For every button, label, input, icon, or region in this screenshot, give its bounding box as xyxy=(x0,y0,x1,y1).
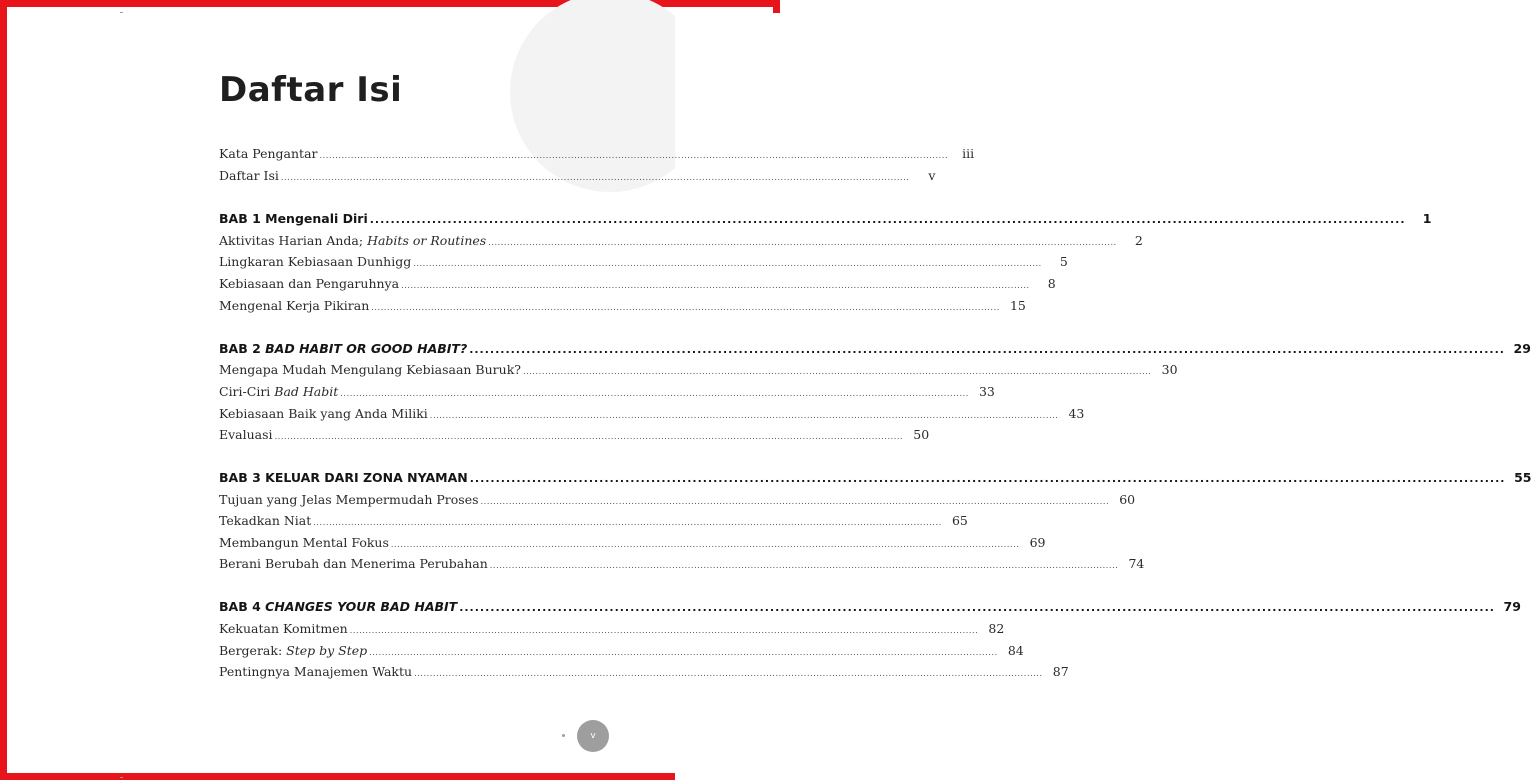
toc-entry-title xyxy=(219,298,369,313)
dot-leader: ........................................................................................................................................................................................................ xyxy=(469,472,1506,485)
toc-title-part: BAB 4 xyxy=(219,599,266,614)
toc-page-number: 5 xyxy=(1059,254,1068,269)
toc-title-part: BAB 2 xyxy=(219,341,266,356)
toc-title-part: Kebiasaan Baik yang Anda Miliki xyxy=(219,406,428,421)
dot-leader: ........................................................................................................................................................................................................ xyxy=(480,497,1110,506)
toc-title-part: BAB 3 KELUAR DARI ZONA NYAMAN xyxy=(219,470,468,485)
toc-row[interactable] xyxy=(219,384,995,406)
toc-entry-title xyxy=(219,406,428,421)
toc-title-part: Pentingnya Manajemen Waktu xyxy=(219,664,413,679)
dot-leader: ........................................................................................................................................................................................................ xyxy=(280,173,910,182)
dot-leader: ........................................................................................................................................................................................................ xyxy=(340,389,969,398)
toc-row[interactable] xyxy=(219,427,930,449)
toc-title-part: Lingkaran Kebiasaan Dunhigg xyxy=(219,254,412,269)
page-number-badge: v xyxy=(577,720,609,752)
toc-chapter-row[interactable] xyxy=(219,599,1521,621)
toc-row[interactable] xyxy=(219,168,936,190)
toc-chapter-row[interactable] xyxy=(219,470,1531,492)
toc-row[interactable] xyxy=(219,643,1024,665)
toc-page-number: 60 xyxy=(1119,492,1136,507)
page-marker-dot xyxy=(562,734,565,737)
toc-title-part: Evaluasi xyxy=(219,427,273,442)
toc-title-italic-part: BAD HABIT OR GOOD HABIT? xyxy=(265,341,468,356)
dot-leader: ........................................................................................................................................................................................................ xyxy=(369,213,1406,226)
toc-page-number: 15 xyxy=(1009,298,1026,313)
toc-title-part: Mengapa Mudah Mengulang Kebiasaan Buruk? xyxy=(219,362,521,377)
page-title: Daftar Isi xyxy=(219,70,403,110)
dot-leader: ........................................................................................................................................................................................................ xyxy=(413,259,1042,268)
toc-title-part: Daftar Isi xyxy=(219,168,279,183)
toc-entry-title xyxy=(219,211,368,226)
dot-leader: ........................................................................................................................................................................................................ xyxy=(414,669,1043,678)
toc-entry-title xyxy=(219,492,479,507)
toc-title-part: Tekadkan Niat xyxy=(219,513,312,528)
toc-row[interactable] xyxy=(219,664,1069,686)
toc-entry-title xyxy=(219,599,457,614)
toc-page-number: v xyxy=(928,168,936,183)
dot-leader: ........................................................................................................................................................................................................ xyxy=(369,648,998,657)
toc-entry-title xyxy=(219,664,412,679)
toc-entry-title xyxy=(219,384,338,399)
toc-title-part: Kata Pengantar xyxy=(219,146,318,161)
toc-page-number: 69 xyxy=(1029,535,1046,550)
dot-leader: ........................................................................................................................................................................................................ xyxy=(274,432,904,441)
toc-entry-title xyxy=(219,254,411,269)
toc-page-number: 43 xyxy=(1068,406,1085,421)
toc-row[interactable] xyxy=(219,513,968,535)
toc-entry-title xyxy=(219,535,389,550)
toc-row[interactable] xyxy=(219,556,1145,578)
dot-leader: ........................................................................................................................................................................................................ xyxy=(349,626,979,635)
toc-page-number: 30 xyxy=(1161,362,1178,377)
dot-leader: ........................................................................................................................................................................................................ xyxy=(489,561,1119,570)
toc-page-number: 33 xyxy=(978,384,995,399)
dot-leader: ........................................................................................................................................................................................................ xyxy=(459,601,1495,614)
toc-row[interactable] xyxy=(219,254,1068,276)
toc-title-part: Kekuatan Komitmen xyxy=(219,621,348,636)
toc-entry-title xyxy=(219,341,467,356)
toc-page-number: 65 xyxy=(951,513,968,528)
toc-page-number: 55 xyxy=(1514,470,1531,485)
toc-entry-title xyxy=(219,621,348,636)
crop-mark xyxy=(120,12,123,13)
toc-page-number: 87 xyxy=(1052,664,1069,679)
toc-title-part: Aktivitas Harian Anda; xyxy=(219,233,368,248)
toc-page-number: iii xyxy=(962,146,975,161)
toc-title-part: Berani Berubah dan Menerima Perubahan xyxy=(219,556,488,571)
crop-mark xyxy=(120,777,123,778)
toc-title-part: BAB 1 Mengenali Diri xyxy=(219,211,368,226)
toc-page-number: 1 xyxy=(1422,211,1432,226)
toc-entry-title xyxy=(219,643,367,658)
toc-entry-title xyxy=(219,233,486,248)
dot-leader: ........................................................................................................................................................................................................ xyxy=(390,540,1020,549)
toc-entry-title xyxy=(219,146,318,161)
dot-leader: ........................................................................................................................................................................................................ xyxy=(469,343,1505,356)
toc-row[interactable] xyxy=(219,621,1005,643)
toc-page-number: 2 xyxy=(1134,233,1143,248)
toc-title-part: Bergerak: xyxy=(219,643,287,658)
toc-page-number: 29 xyxy=(1513,341,1531,356)
toc-entry-title xyxy=(219,168,279,183)
toc-row[interactable] xyxy=(219,362,1178,384)
toc-page-number: 74 xyxy=(1128,556,1145,571)
toc-row[interactable] xyxy=(219,298,1026,320)
toc-title-part: Kebiasaan dan Pengaruhnya xyxy=(219,276,400,291)
dot-leader: ........................................................................................................................................................................................................ xyxy=(488,238,1117,247)
toc-title-part: Membangun Mental Fokus xyxy=(219,535,389,550)
toc-row[interactable] xyxy=(219,492,1136,514)
toc-title-italic-part: Bad Habit xyxy=(274,384,339,399)
dot-leader: ........................................................................................................................................................................................................ xyxy=(319,151,949,160)
dot-leader: ........................................................................................................................................................................................................ xyxy=(429,411,1059,420)
toc-title-italic-part: Step by Step xyxy=(286,643,368,658)
toc-entry-title xyxy=(219,362,521,377)
toc-row[interactable] xyxy=(219,233,1143,255)
toc-row[interactable] xyxy=(219,276,1056,298)
toc-title-italic-part: Habits or Routines xyxy=(367,233,487,248)
dot-leader: ........................................................................................................................................................................................................ xyxy=(522,367,1152,376)
toc-entry-title xyxy=(219,276,399,291)
toc-title-part: Mengenal Kerja Pikiran xyxy=(219,298,370,313)
toc-chapter-row[interactable] xyxy=(219,341,1531,363)
toc-page-number: 84 xyxy=(1007,643,1024,658)
toc-chapter-row[interactable] xyxy=(219,211,1432,233)
toc-page-number: 79 xyxy=(1503,599,1521,614)
toc-page-number: 50 xyxy=(913,427,930,442)
toc-title-italic-part: CHANGES YOUR BAD HABIT xyxy=(265,599,458,614)
toc-row[interactable] xyxy=(219,146,975,168)
toc-row[interactable] xyxy=(219,535,1046,557)
toc-title-part: Ciri-Ciri xyxy=(219,384,275,399)
toc-entry-title xyxy=(219,470,468,485)
dot-leader: ........................................................................................................................................................................................................ xyxy=(371,303,1000,312)
toc-entry-title xyxy=(219,513,311,528)
toc-row[interactable] xyxy=(219,406,1085,428)
dot-leader: ........................................................................................................................................................................................................ xyxy=(401,281,1030,290)
toc-entry-title xyxy=(219,427,273,442)
toc-title-part: Tujuan yang Jelas Mempermudah Proses xyxy=(219,492,479,507)
toc-page-number: 82 xyxy=(988,621,1005,636)
dot-leader: ........................................................................................................................................................................................................ xyxy=(313,518,942,527)
toc-page-number: 8 xyxy=(1047,276,1056,291)
toc-entry-title xyxy=(219,556,488,571)
